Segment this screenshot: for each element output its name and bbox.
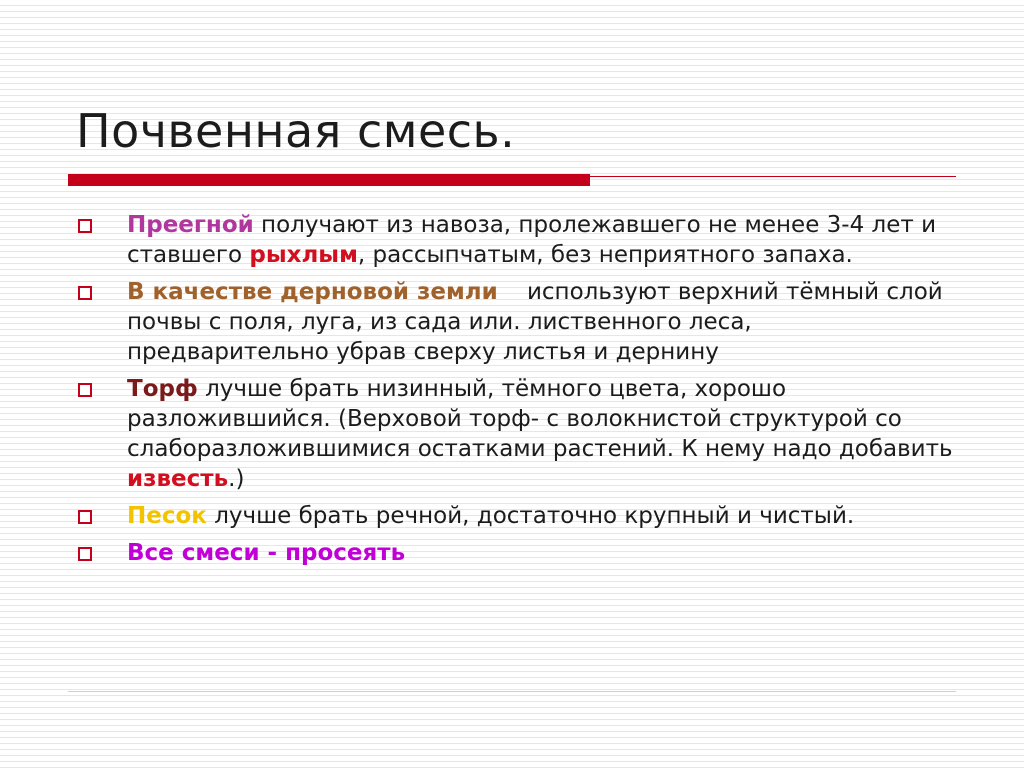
- bullet-text: получают из навоза, пролежавшего не менее 3-4 лет и ставшего: [127, 212, 937, 268]
- bullet-keyword: В качестве дерновой земли: [127, 279, 498, 305]
- bullet-emphasis: рыхлым: [249, 242, 358, 268]
- hollow-square-bullet-icon: [78, 510, 92, 524]
- slide-title: Почвенная смесь.: [76, 104, 516, 158]
- hollow-square-bullet-icon: [78, 286, 92, 300]
- bullet-emphasis: известь: [127, 466, 229, 492]
- footer-divider: [68, 691, 956, 692]
- hollow-square-bullet-icon: [78, 383, 92, 397]
- bullet-list: [76, 210, 956, 575]
- bullet-text: .): [228, 466, 245, 492]
- bullet-text: лучше брать низинный, тёмного цвета, хорошо разложившийся. (Верховой торф- с волокнистой структурой со слаборазложившимися остатками растений. К нему надо добавить: [127, 376, 953, 462]
- bullet-keyword: Песок: [127, 503, 207, 529]
- hollow-square-bullet-icon: [78, 219, 92, 233]
- bullet-item-pesok: [76, 501, 956, 531]
- hollow-square-bullet-icon: [78, 547, 92, 561]
- bullet-item-vse-smesi: [76, 538, 956, 568]
- bullet-text: , рассыпчатым, без неприятного запаха.: [357, 242, 853, 268]
- bullet-keyword: Все смеси - просеять: [127, 540, 406, 566]
- bullet-item-preegnoy: [76, 210, 956, 270]
- bullet-keyword: Преегной: [127, 212, 254, 238]
- bullet-keyword: Торф: [127, 376, 198, 402]
- bullet-text: используют верхний тёмный слой почвы с поля, луга, из сада или. лиственного леса, предварительно убрав сверху листья и дернину: [127, 279, 951, 365]
- title-divider-thick: [68, 174, 590, 186]
- bullet-text: лучше брать речной, достаточно крупный и чистый.: [206, 503, 855, 529]
- bullet-item-dernovaya: [76, 277, 956, 367]
- bullet-item-torf: [76, 374, 956, 494]
